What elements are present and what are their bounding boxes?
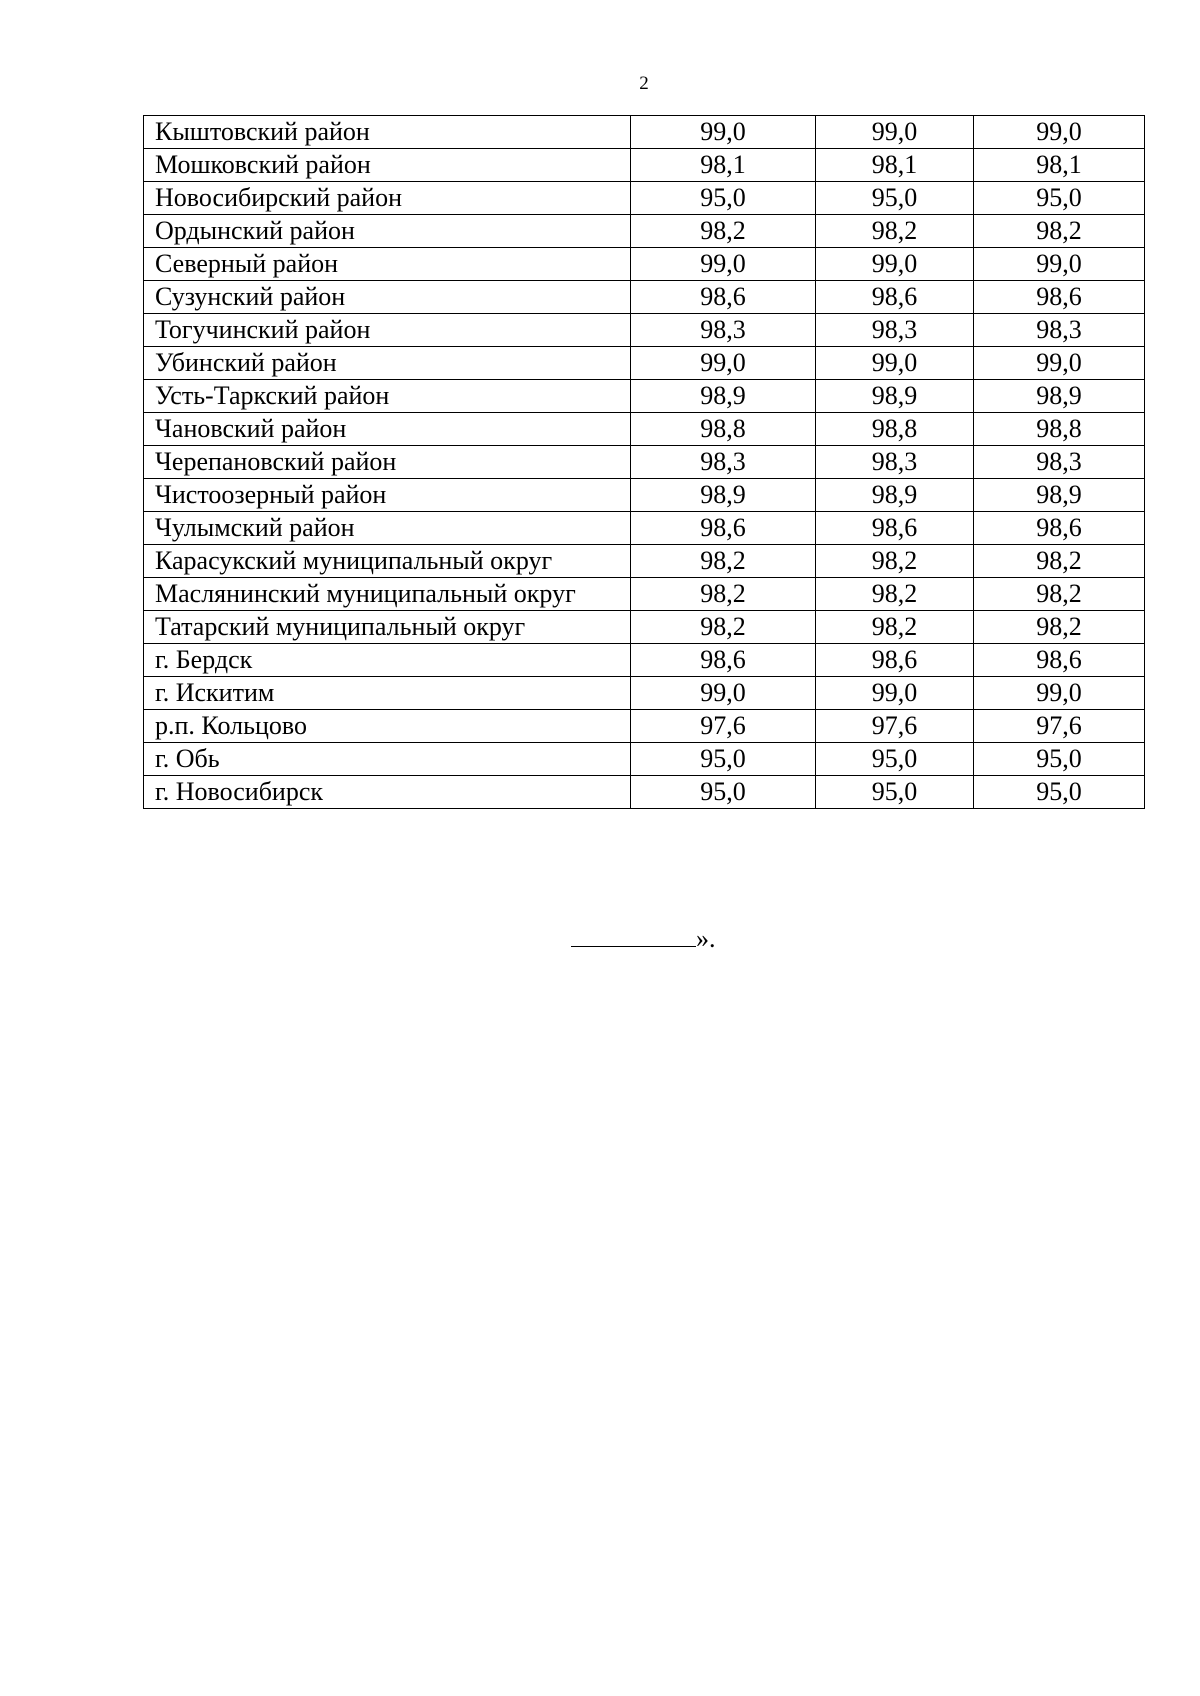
table-row — [144, 347, 1145, 380]
row-value-1-cell: 99,0 — [631, 116, 816, 149]
row-name-cell: г. Новосибирск — [144, 776, 631, 809]
row-value-2-cell: 98,2 — [816, 545, 974, 578]
row-value-2-cell: 95,0 — [816, 776, 974, 809]
table-row — [144, 248, 1145, 281]
table-body — [144, 116, 1145, 809]
row-value-1-cell: 95,0 — [631, 743, 816, 776]
row-value-3-cell: 98,6 — [974, 512, 1145, 545]
row-name-cell: Усть-Таркский район — [144, 380, 631, 413]
row-value-1-cell: 98,9 — [631, 479, 816, 512]
row-value-1-cell: 98,6 — [631, 281, 816, 314]
row-value-3-cell: 95,0 — [974, 743, 1145, 776]
row-value-1-cell: 98,2 — [631, 611, 816, 644]
row-name-cell: Тогучинский район — [144, 314, 631, 347]
row-value-1-cell: 99,0 — [631, 677, 816, 710]
row-name-cell: Сузунский район — [144, 281, 631, 314]
row-name-cell: Северный район — [144, 248, 631, 281]
row-value-3-cell: 99,0 — [974, 677, 1145, 710]
row-name-cell: г. Бердск — [144, 644, 631, 677]
row-value-1-cell: 98,8 — [631, 413, 816, 446]
row-value-2-cell: 95,0 — [816, 182, 974, 215]
row-value-3-cell: 98,2 — [974, 545, 1145, 578]
row-value-1-cell: 98,2 — [631, 215, 816, 248]
table-row — [144, 380, 1145, 413]
row-name-cell: г. Искитим — [144, 677, 631, 710]
table-row — [144, 116, 1145, 149]
row-value-3-cell: 98,2 — [974, 611, 1145, 644]
data-table — [143, 115, 1145, 809]
row-value-2-cell: 97,6 — [816, 710, 974, 743]
row-name-cell: Новосибирский район — [144, 182, 631, 215]
table-row — [144, 644, 1145, 677]
row-name-cell: Карасукский муниципальный округ — [144, 545, 631, 578]
row-value-2-cell: 98,9 — [816, 380, 974, 413]
table-row — [144, 710, 1145, 743]
row-value-2-cell: 98,9 — [816, 479, 974, 512]
row-value-1-cell: 98,1 — [631, 149, 816, 182]
row-value-3-cell: 95,0 — [974, 182, 1145, 215]
table-row — [144, 182, 1145, 215]
row-value-3-cell: 99,0 — [974, 116, 1145, 149]
row-value-1-cell: 97,6 — [631, 710, 816, 743]
table-row — [144, 545, 1145, 578]
row-name-cell: р.п. Кольцово — [144, 710, 631, 743]
row-name-cell: Чановский район — [144, 413, 631, 446]
closing-mark: ». — [696, 924, 716, 953]
table-row — [144, 743, 1145, 776]
row-name-cell: г. Обь — [144, 743, 631, 776]
blank-underline — [571, 920, 696, 947]
row-value-1-cell: 98,3 — [631, 446, 816, 479]
row-value-1-cell: 98,6 — [631, 644, 816, 677]
row-value-3-cell: 99,0 — [974, 248, 1145, 281]
row-name-cell: Чулымский район — [144, 512, 631, 545]
row-value-2-cell: 98,3 — [816, 446, 974, 479]
row-value-1-cell: 98,3 — [631, 314, 816, 347]
row-value-2-cell: 99,0 — [816, 347, 974, 380]
row-value-2-cell: 98,2 — [816, 611, 974, 644]
table-row — [144, 677, 1145, 710]
table-row — [144, 578, 1145, 611]
row-value-2-cell: 98,1 — [816, 149, 974, 182]
row-value-1-cell: 95,0 — [631, 182, 816, 215]
row-name-cell: Черепановский район — [144, 446, 631, 479]
row-value-3-cell: 98,2 — [974, 215, 1145, 248]
row-name-cell: Мошковский район — [144, 149, 631, 182]
row-value-2-cell: 98,8 — [816, 413, 974, 446]
row-value-2-cell: 98,2 — [816, 215, 974, 248]
row-value-1-cell: 95,0 — [631, 776, 816, 809]
row-value-1-cell: 98,2 — [631, 578, 816, 611]
row-value-3-cell: 98,6 — [974, 281, 1145, 314]
row-value-3-cell: 98,3 — [974, 314, 1145, 347]
table-row — [144, 776, 1145, 809]
row-value-2-cell: 99,0 — [816, 677, 974, 710]
table-row — [144, 281, 1145, 314]
row-value-1-cell: 99,0 — [631, 347, 816, 380]
row-value-3-cell: 97,6 — [974, 710, 1145, 743]
row-name-cell: Ордынский район — [144, 215, 631, 248]
row-value-2-cell: 99,0 — [816, 248, 974, 281]
row-value-3-cell: 98,3 — [974, 446, 1145, 479]
row-value-2-cell: 98,2 — [816, 578, 974, 611]
row-value-1-cell: 99,0 — [631, 248, 816, 281]
row-value-2-cell: 98,6 — [816, 512, 974, 545]
row-value-3-cell: 98,6 — [974, 644, 1145, 677]
row-value-1-cell: 98,2 — [631, 545, 816, 578]
row-value-2-cell: 98,3 — [816, 314, 974, 347]
row-value-3-cell: 99,0 — [974, 347, 1145, 380]
table-row — [144, 149, 1145, 182]
closing-line — [571, 920, 716, 955]
table-row — [144, 314, 1145, 347]
row-value-3-cell: 98,9 — [974, 479, 1145, 512]
row-value-2-cell: 98,6 — [816, 644, 974, 677]
row-value-2-cell: 98,6 — [816, 281, 974, 314]
row-value-1-cell: 98,9 — [631, 380, 816, 413]
row-value-1-cell: 98,6 — [631, 512, 816, 545]
row-name-cell: Убинский район — [144, 347, 631, 380]
table-row — [144, 512, 1145, 545]
row-value-3-cell: 95,0 — [974, 776, 1145, 809]
row-name-cell: Маслянинский муниципальный округ — [144, 578, 631, 611]
table-row — [144, 479, 1145, 512]
row-name-cell: Чистоозерный район — [144, 479, 631, 512]
row-value-3-cell: 98,2 — [974, 578, 1145, 611]
table-row — [144, 611, 1145, 644]
table-row — [144, 446, 1145, 479]
row-name-cell: Кыштовский район — [144, 116, 631, 149]
page-number: 2 — [639, 73, 649, 94]
row-value-3-cell: 98,9 — [974, 380, 1145, 413]
row-value-3-cell: 98,1 — [974, 149, 1145, 182]
table-row — [144, 413, 1145, 446]
row-value-2-cell: 95,0 — [816, 743, 974, 776]
table-row — [144, 215, 1145, 248]
row-value-2-cell: 99,0 — [816, 116, 974, 149]
row-value-3-cell: 98,8 — [974, 413, 1145, 446]
row-name-cell: Татарский муниципальный округ — [144, 611, 631, 644]
